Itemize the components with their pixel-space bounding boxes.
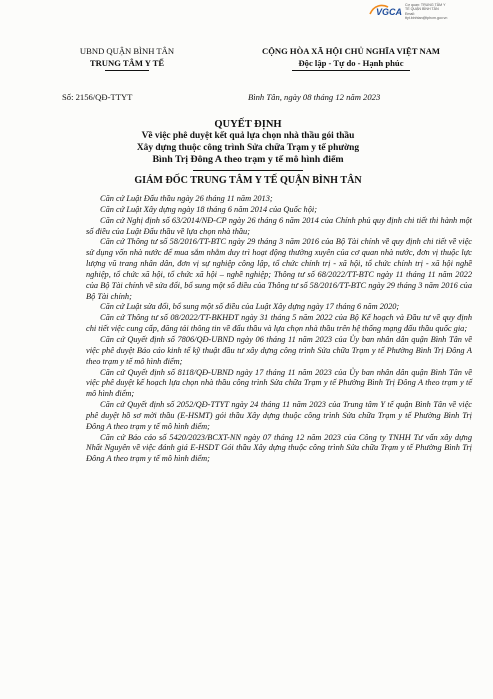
legal-basis-list bbox=[86, 194, 472, 465]
digital-signature-stamp bbox=[368, 3, 490, 19]
legal-basis-item: Căn cứ Quyết định số 7806/QĐ-UBND ngày 06 tháng 11 năm 2023 của Ủy ban nhân dân quận Bình Tân về việc phê duyệt Báo cáo kinh tế kỹ thuật đầu tư xây dựng công trình Sửa chữa Trạm y tế Phường Bình Trị Đông A theo trạm y tế mô hình điểm; bbox=[86, 334, 472, 366]
legal-basis-item: Căn cứ Luật Xây dựng ngày 18 tháng 6 năm 2014 của Quốc hội; bbox=[100, 204, 317, 214]
document-number: Số: 2156/QĐ-TTYT bbox=[62, 92, 133, 102]
agency-name: TRUNG TÂM Y TẾ bbox=[89, 58, 165, 68]
national-motto: Độc lập - Tự do - Hạnh phúc bbox=[298, 58, 404, 68]
document-date: Bình Tân, ngày 08 tháng 12 năm 2023 bbox=[248, 92, 381, 102]
issuer-heading: GIÁM ĐỐC TRUNG TÂM Y TẾ QUẬN BÌNH TÂN bbox=[134, 175, 362, 186]
legal-basis-item: Căn cứ Luật sửa đổi, bổ sung một số điều của Luật Xây dựng ngày 17 tháng 6 năm 2020; bbox=[100, 302, 400, 312]
document-title bbox=[40, 118, 456, 171]
legal-basis-item: Căn cứ Báo cáo số 5420/2023/BCXT-NN ngày 07 tháng 12 năm 2023 của Công ty TNHH Tư vấn xây dựng Nhất Nguyên về việc đánh giá E-HSDT Gói thầu Xây dựng thuộc công trình Sửa chữa Trạm y tế Phường Bình Trị Đông A theo trạm y tế mô hình điểm; bbox=[86, 432, 472, 464]
vgca-logo-icon bbox=[368, 3, 404, 17]
agency-underline bbox=[105, 70, 149, 71]
motto-underline bbox=[292, 70, 410, 71]
title-subject-line-2: Xây dựng thuộc công trình Sửa chữa Trạm y tế phường bbox=[136, 142, 360, 153]
legal-basis-item: Căn cứ Thông tư số 08/2022/TT-BKHĐT ngày 31 tháng 5 năm 2022 của Bộ Kế hoạch và Đầu tư về quy định chi tiết việc cung cấp, đăng tải thông tin về đấu thầu và lựa chọn nhà thầu trên hệ thống mạng đấu thầu quốc gia; bbox=[86, 313, 472, 334]
parent-agency: UBND QUẬN BÌNH TÂN bbox=[79, 46, 175, 56]
agency-header bbox=[52, 45, 202, 71]
legal-basis-item: Căn cứ Nghị định số 63/2014/NĐ-CP ngày 26 tháng 6 năm 2014 của Chính phủ quy định chi tiết thi hành một số điều của Luật Đấu thầu về lựa chọn nhà thầu; bbox=[86, 215, 472, 236]
title-subject-line-1: Về việc phê duyệt kết quả lựa chọn nhà thầu gói thầu bbox=[141, 131, 355, 141]
legal-basis-item: Căn cứ Thông tư số 58/2016/TT-BTC ngày 29 tháng 3 năm 2016 của Bộ Tài chính về quy định chi tiết về việc sử dụng vốn nhà nước để mua sắm nhằm duy trì hoạt động thường xuyên của cơ quan nhà nước, đơn vị thuộc lực lượng vũ trang nhân dân, đơn vị sự nghiệp công lập, tổ chức chính trị - xã hội, tổ chức chính trị - xã hội nghề nghiệp, tổ chức xã hội, tổ chức xã hội – nghề nghiệp; Thông tư số 68/2022/TT-BTC ngày 11 tháng 11 năm 2022 của Bộ Tài chính về sửa đổi, bổ sung một số điều của Thông tư số 58/2016/TT-BTC ngày 29 tháng 3 năm 2016 của Bộ Tài chính; bbox=[86, 237, 472, 301]
title-underline bbox=[193, 170, 303, 171]
legal-basis-item: Căn cứ Quyết định số 8118/QĐ-UBND ngày 17 tháng 11 năm 2023 của Ủy ban nhân dân quận Bình Tân về việc phê duyệt kế hoạch lựa chọn nhà thầu công trình Sửa chữa Trạm y tế Phường Bình Trị Đông A theo trạm y tế mô hình điểm; bbox=[86, 367, 472, 399]
national-title: CỘNG HÒA XÃ HỘI CHỦ NGHĨA VIỆT NAM bbox=[261, 46, 441, 56]
svg-text:VGCA: VGCA bbox=[376, 7, 403, 17]
title-decision: QUYẾT ĐỊNH bbox=[214, 119, 282, 130]
title-subject-line-3: Bình Trị Đông A theo trạm y tế mô hình điểm bbox=[152, 154, 344, 165]
legal-basis-item: Căn cứ Luật Đấu thầu ngày 26 tháng 11 năm 2013; bbox=[100, 194, 273, 203]
legal-basis-item: Căn cứ Quyết định số 2052/QĐ-TTYT ngày 24 tháng 11 năm 2023 của Trung tâm Y tế quận Bình Tân về việc phê duyệt hồ sơ mời thầu (E-HSMT) gói thầu Xây dựng thuộc công trình Sửa chữa Trạm y tế Phường Bình Trị Đông A theo trạm y tế mô hình điểm; bbox=[86, 400, 472, 431]
national-header bbox=[218, 45, 484, 71]
stamp-text: Cơ quan: TRUNG TÂM Y TẾ QUẬN BÌNH TÂN Email: ttyt.binhtan@tphcm.gov.vn bbox=[405, 3, 448, 20]
